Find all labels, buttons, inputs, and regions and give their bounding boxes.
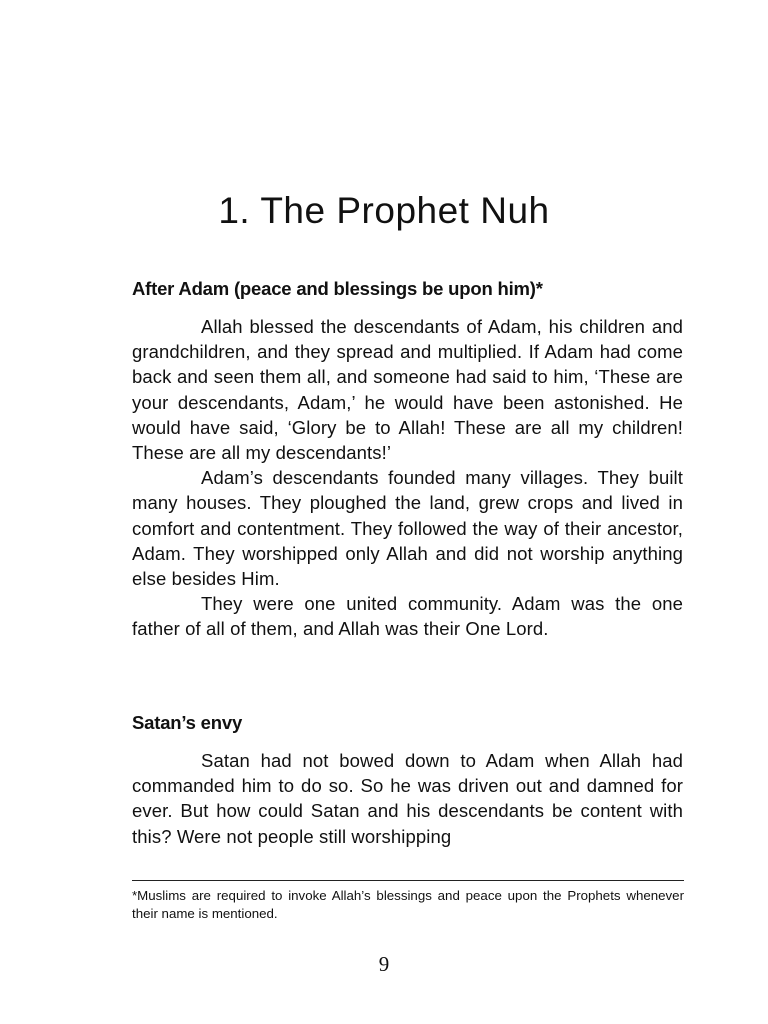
- paragraph: They were one united community. Adam was the one father of all of them, and Allah was their One Lord.: [132, 593, 683, 640]
- section-heading-after-adam: After Adam (peace and blessings be upon him)*: [132, 278, 543, 299]
- paragraph: Satan had not bowed down to Adam when Allah had commanded him to do so. So he was driven out and damned for ever. But how could Satan and his descendants be content with this? Were not people still worshipping: [132, 750, 683, 847]
- section-body-satans-envy: [132, 748, 683, 849]
- chapter-title: 1. The Prophet Nuh: [218, 190, 550, 231]
- footnote-divider: [132, 880, 684, 881]
- paragraph: Adam’s descendants founded many villages. They built many houses. They ploughed the land, grew crops and lived in comfort and contentment. They followed the way of their ancestor, Adam. They worshipped only Allah and did not worship anything else besides Him.: [132, 467, 683, 590]
- footnote: *Muslims are required to invoke Allah’s blessings and peace upon the Prophets whenever their name is mentioned.: [132, 888, 684, 921]
- page-number: 9: [378, 952, 390, 976]
- paragraph: Allah blessed the descendants of Adam, his children and grandchildren, and they spread and multiplied. If Adam had come back and seen them all, and someone had said to him, ‘These are your descendants, Adam,’ he would have been astonished. He would have said, ‘Glory be to Allah! These are all my children! These are all my descendants!’: [132, 316, 683, 464]
- section-body-after-adam: [132, 314, 683, 642]
- section-heading-satans-envy: Satan’s envy: [132, 712, 243, 733]
